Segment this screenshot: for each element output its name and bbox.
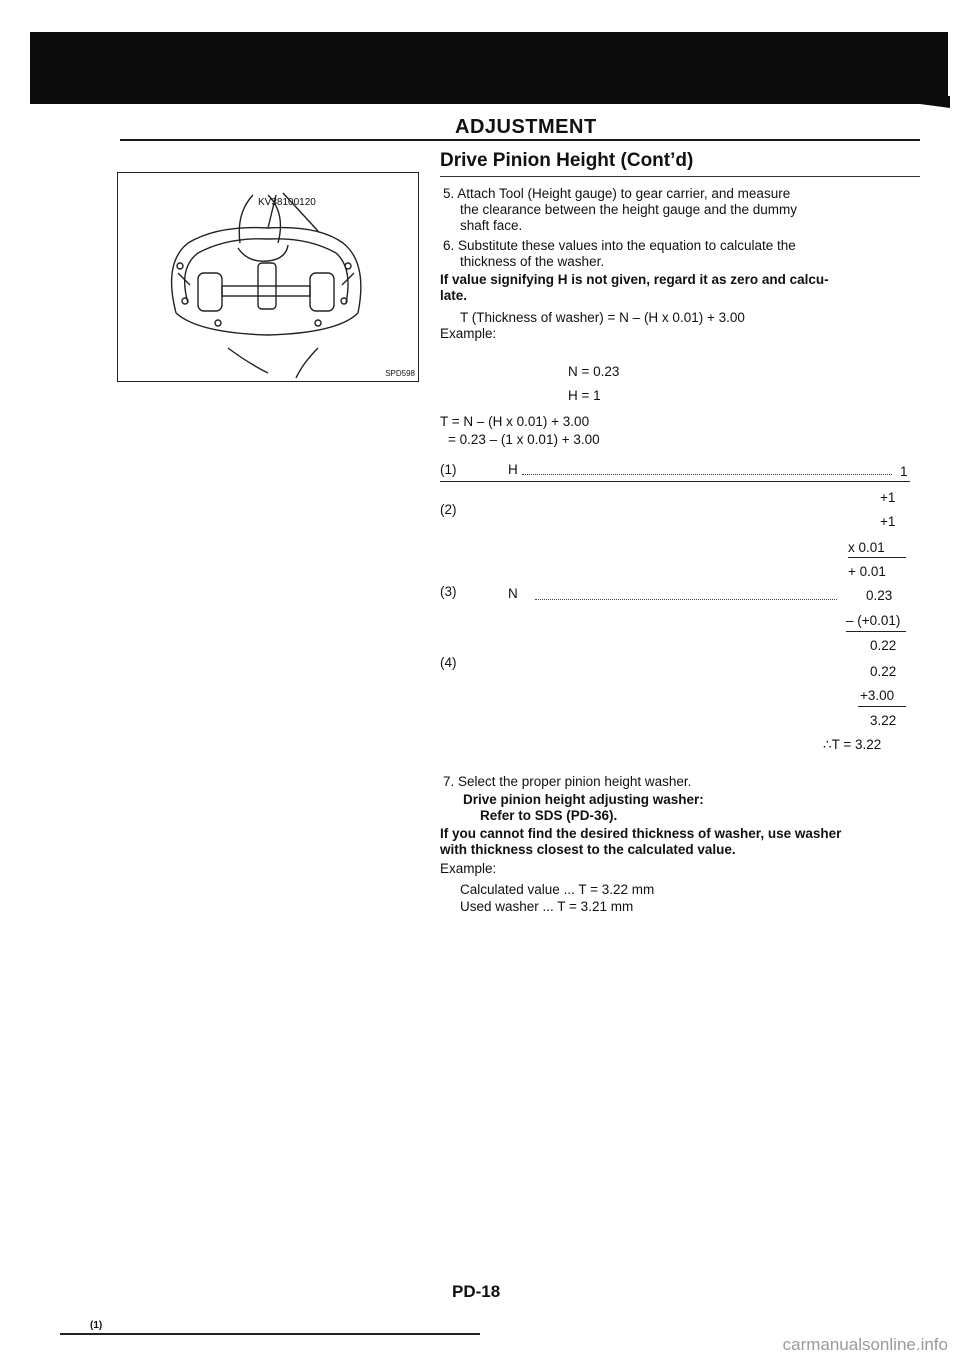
example-label: Example: <box>440 326 497 341</box>
calc-step-3-value: 0.23 <box>866 588 893 603</box>
step-6-line-1: 6. Substitute these values into the equation to calculate the <box>443 238 796 253</box>
calc-step-2-d: + 0.01 <box>848 564 886 579</box>
calc-underline <box>858 706 906 707</box>
step-5-line-3: shaft face. <box>460 218 523 233</box>
step-7-line-1: 7. Select the proper pinion height washer. <box>443 774 692 789</box>
calc-step-1-label: (1) <box>440 462 457 477</box>
section-header: ADJUSTMENT <box>455 116 597 138</box>
leader-dots <box>522 474 892 475</box>
step-5-line-2: the clearance between the height gauge and the dummy <box>460 202 797 217</box>
h-value: H = 1 <box>568 388 601 403</box>
calc-step-3-var: N <box>508 586 518 601</box>
calc-step-1-var: H <box>508 462 518 477</box>
calc-step-2-c: x 0.01 <box>848 540 885 555</box>
calc-step-2-b: +1 <box>880 514 896 529</box>
equation-line-1: T = N – (H x 0.01) + 3.00 <box>440 414 590 429</box>
step-7-spec-label: Drive pinion height adjusting washer: <box>463 792 704 807</box>
calc-step-2-a: +1 <box>880 490 896 505</box>
subtitle-divider <box>440 176 920 177</box>
footer-divider <box>60 1333 480 1335</box>
calculated-value: Calculated value ... T = 3.22 mm <box>460 882 655 897</box>
page-number: PD-18 <box>452 1282 501 1301</box>
footer-mark: (1) <box>90 1320 103 1331</box>
calc-step-4-label: (4) <box>440 655 457 670</box>
calc-final-result: ∴T = 3.22 <box>823 737 882 752</box>
n-value: N = 0.23 <box>568 364 620 379</box>
calc-divider <box>440 481 910 482</box>
top-banner <box>30 32 948 104</box>
tool-illustration <box>117 172 419 382</box>
step-6-line-2: thickness of the washer. <box>460 254 605 269</box>
calc-step-4-result: 3.22 <box>870 713 897 728</box>
calc-step-3-result: 0.22 <box>870 638 897 653</box>
calc-step-3-label: (3) <box>440 584 457 599</box>
figure-reference: SPD598 <box>385 369 415 378</box>
calc-step-3-subtract: – (+0.01) <box>846 613 901 628</box>
note-2-line-2: with thickness closest to the calculated value. <box>440 842 736 857</box>
example-label-2: Example: <box>440 861 497 876</box>
page-subtitle: Drive Pinion Height (Cont’d) <box>440 150 694 171</box>
calc-step-2-label: (2) <box>440 502 457 517</box>
calc-underline <box>846 631 906 632</box>
watermark: carmanualsonline.info <box>782 1335 948 1354</box>
calc-step-4-b: +3.00 <box>860 688 895 703</box>
calc-step-4-a: 0.22 <box>870 664 897 679</box>
calc-underline <box>848 557 906 558</box>
equation-line-2: = 0.23 – (1 x 0.01) + 3.00 <box>448 432 600 447</box>
note-1-line-2: late. <box>440 288 468 303</box>
formula: T (Thickness of washer) = N – (H x 0.01) + 3.00 <box>460 310 745 325</box>
note-2-line-1: If you cannot find the desired thickness of washer, use washer <box>440 826 842 841</box>
tool-number-label: KV38100120 <box>258 197 316 208</box>
step-5-line-1: 5. Attach Tool (Height gauge) to gear carrier, and measure <box>443 186 791 201</box>
calc-step-1-value: 1 <box>900 464 908 479</box>
note-1-line-1: If value signifying H is not given, regard it as zero and calcu- <box>440 272 829 287</box>
used-washer: Used washer ... T = 3.21 mm <box>460 899 634 914</box>
leader-dots <box>535 599 837 600</box>
section-divider <box>120 139 920 141</box>
step-7-reference: Refer to SDS (PD-36). <box>480 808 618 823</box>
